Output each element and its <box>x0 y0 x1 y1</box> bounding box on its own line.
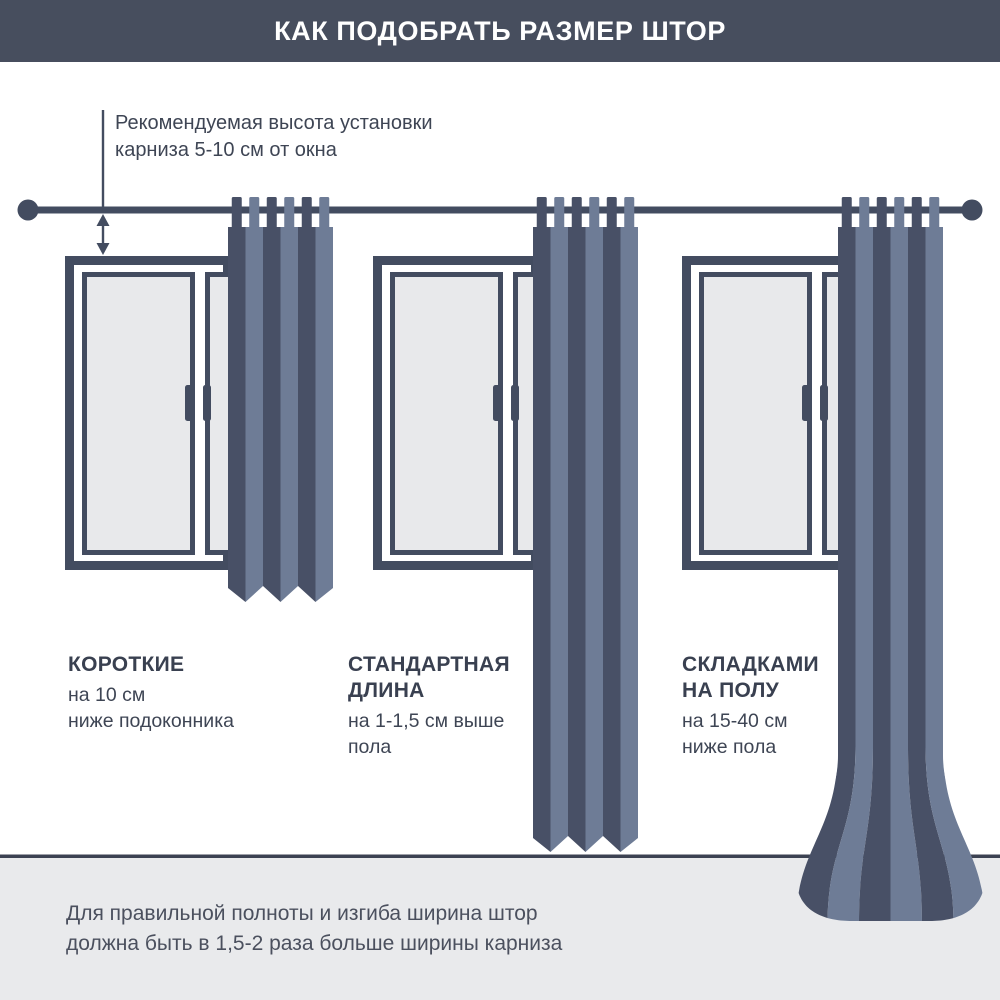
width-rule-note-line1: Для правильной полноты и изгиба ширина штор <box>66 902 538 925</box>
size-label-folds-desc1: на 15-40 см <box>682 710 788 732</box>
size-label-standard-desc2: пола <box>348 736 392 758</box>
size-label-short <box>68 652 328 734</box>
curtain-short <box>228 197 333 608</box>
leader-line <box>102 110 104 207</box>
size-label-standard-title: СТАНДАРТНАЯ <box>348 653 510 676</box>
size-label-folds <box>682 652 942 760</box>
cornice-height-note-line1: Рекомендуемая высота установки <box>115 112 433 134</box>
cornice-height-note <box>115 110 433 164</box>
cornice-height-note-line2: карниза 5-10 см от окна <box>115 139 337 161</box>
curtain-rod <box>18 200 983 221</box>
page-title: КАК ПОДОБРАТЬ РАЗМЕР ШТОР <box>274 15 726 46</box>
gap-arrow <box>97 214 110 255</box>
size-label-standard <box>348 652 608 760</box>
size-label-short-desc1: на 10 см <box>68 684 146 706</box>
width-rule-note <box>66 899 562 959</box>
size-label-standard-desc1: на 1-1,5 см выше <box>348 710 505 732</box>
width-rule-note-line2: должна быть в 1,5-2 раза больше ширины карниза <box>66 932 563 955</box>
size-label-short-title: КОРОТКИЕ <box>68 653 185 676</box>
size-label-folds-title: СКЛАДКАМИ <box>682 653 819 676</box>
rod-finial-right <box>962 200 983 221</box>
size-label-short-desc2: ниже подоконника <box>68 710 234 732</box>
rod-finial-left <box>18 200 39 221</box>
header-bar <box>0 0 1000 62</box>
size-label-folds-desc2: ниже пола <box>682 736 777 758</box>
size-label-standard-title2: ДЛИНА <box>348 679 425 702</box>
size-label-folds-title2: НА ПОЛУ <box>682 679 779 702</box>
